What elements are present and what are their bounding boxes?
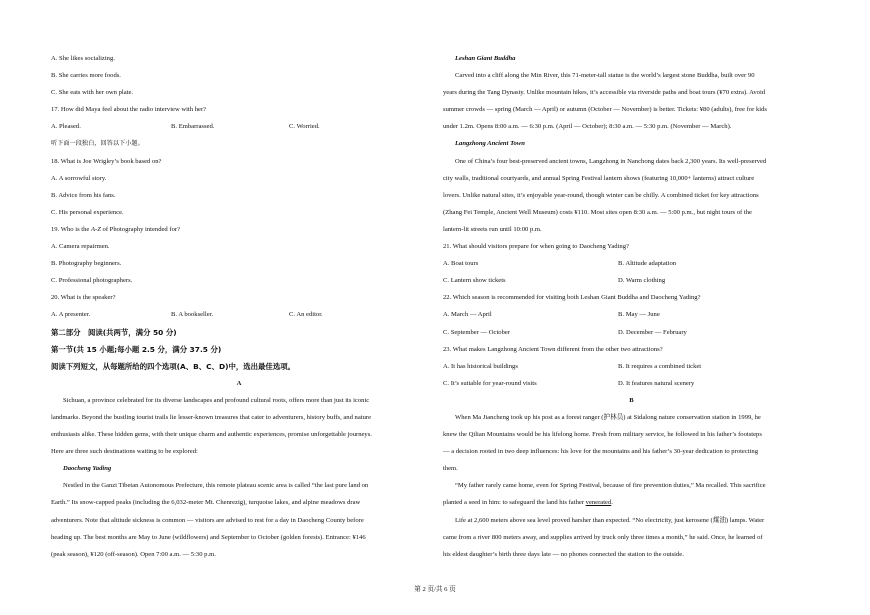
langzhong-line-1: One of China’s four best-preserved ancient towns, Langzhong in Nanchong dates back 2,300 years. Its well-preserved [455, 157, 767, 165]
q16-option-c: C. She eats with her own plate. [51, 89, 134, 97]
q23-options-ab [443, 358, 820, 375]
q22-option-b: B. May — June [618, 311, 660, 319]
intro-line-1: Sichuan, a province celebrated for its diverse landscapes and profound cultural roots, offers more than just its iconic [63, 396, 370, 404]
daocheng-line-4: heading up. The best months are May to June (wildflowers) and September to October (golden forests). Entrance: ¥146 [51, 533, 366, 541]
q19-option-c: C. Professional photographers. [51, 277, 133, 285]
q21-option-d: D. Warm clothing [618, 277, 666, 285]
q17-options [51, 118, 427, 135]
daocheng-line-5: (peak season), ¥120 (off-season). Open 7:00 a.m. — 5:30 p.m. [51, 550, 216, 558]
q16-option-b: B. She carries more foods. [51, 72, 121, 80]
q19-question [51, 221, 427, 238]
q20-option-a: A. A presenter. [51, 311, 91, 319]
q21-question: 21. What should visitors prepare for when going to Daocheng Yading? [443, 243, 629, 251]
listen-instruction: 听下面一段独白，回答以下小题。 [51, 140, 144, 148]
q20-question: 20. What is the speaker? [51, 294, 116, 302]
intro-line-4: Here are three such destinations waiting to be explored: [51, 448, 198, 456]
q23-option-d: D. It features natural scenery [618, 379, 695, 387]
b-para2-line-1: “My father rarely came home, even for Spring Festival, because of fire prevention duties,” Ma recalled. This sacrifice [455, 482, 766, 490]
b-para1-line-1: When Ma Jiancheng took up his post as a forest ranger (护林员) at Sidalong nature conservation station in 1999, he [455, 413, 761, 421]
q18-question: 18. What is Joe Wrigley’s book based on? [51, 157, 162, 165]
q17-option-a: A. Pleased. [51, 123, 81, 131]
q21-option-a: A. Boat tours [443, 260, 479, 268]
b-para3-line-2: came from a river 800 meters away, and supplies arrived by truck only three times a month,” he said. Once, he learned of [443, 533, 763, 541]
q19-suffix: of Photography intended for? [100, 225, 180, 233]
passage-b-label: B [629, 396, 634, 404]
langzhong-line-2: city walls, traditional courtyards, and annual Spring Festival lantern shows (featuring 10,000+ lanterns) attract culture [443, 174, 755, 182]
q18-option-c: C. His personal experience. [51, 208, 124, 216]
q22-option-a: A. March — April [443, 311, 492, 319]
leshan-title: Leshan Giant Buddha [455, 55, 516, 62]
b-para2-line-2 [443, 494, 820, 511]
q22-options-cd [443, 324, 820, 341]
right-column [443, 50, 820, 563]
page-footer: 第 2 页/共 6 页 [414, 586, 456, 593]
leshan-line-2: years during the Tang Dynasty. Unlike mountain hikes, it’s accessible via riverside paths and boat tours (¥70 extra). Avoid [443, 89, 766, 97]
daocheng-line-3: adventurers. Note that altitude sickness is common — visitors are advised to rest for a day in Daocheng County before [51, 516, 364, 524]
q21-option-b: B. Altitude adaptation [618, 260, 677, 268]
intro-line-2: landmarks. Beyond the bustling tourist trails lie lesser-known treasures that cater to adventurers, history buffs, and nature [51, 413, 372, 421]
q18-option-b: B. Advice from his fans. [51, 191, 116, 199]
q23-question: 23. What makes Langzhong Ancient Town different from the other two attractions? [443, 345, 663, 353]
section1-title: 第一节(共 15 小题;每小题 2.5 分，满分 37.5 分) [51, 344, 222, 354]
q21-options-cd [443, 272, 820, 289]
q22-option-d: D. December — February [618, 328, 687, 336]
q21-options-ab [443, 255, 820, 272]
b-para1-line-3: — a decision rooted in two deep influences: his love for the mountains and his father’s 30-year dedication to protecting [443, 448, 759, 456]
q22-option-c: C. September — October [443, 328, 511, 336]
q20-option-c: C. An editor. [289, 311, 323, 319]
langzhong-line-4: (Zhang Fei Temple, Ancient Well Museum) costs ¥110. Most sites open 8:30 a.m. — 5:00 p.m., but night tours of the [443, 208, 752, 216]
left-column [51, 50, 427, 563]
intro-line-3: enthusiasts alike. These hidden gems, with their unique charm and authentic experiences, promise unforgettable journeys. [51, 431, 372, 439]
b-para1-line-4: them. [443, 465, 458, 473]
langzhong-line-3: lovers. Unlike natural sites, it’s enjoyable year-round, though winter can be chilly. A combined ticket for key attractions [443, 191, 759, 199]
q22-question: 22. Which season is recommended for visiting both Leshan Giant Buddha and Daocheng Yading? [443, 294, 701, 302]
leshan-line-4: under 1.2m. Opens 8:00 a.m. — 6:30 p.m. (April — October); 8:30 a.m. — 5:30 p.m. (November — March). [443, 123, 732, 131]
q20-option-b: B. A bookseller. [171, 311, 214, 319]
langzhong-title: Langzhong Ancient Town [455, 140, 525, 148]
daocheng-title: Daocheng Yading [63, 465, 112, 473]
daocheng-line-1: Nestled in the Ganzi Tibetan Autonomous Prefecture, this remote plateau scenic area is called “the last pure land on [63, 482, 369, 490]
part2-title: 第二部分 阅读(共两节，满分 50 分) [51, 327, 177, 337]
q19-option-b: B. Photography beginners. [51, 260, 122, 268]
q19-title-italic: A-Z [91, 225, 101, 233]
q18-option-a: A. A sorrowful story. [51, 174, 107, 182]
q17-question: 17. How did Maya feel about the radio interview with her? [51, 106, 207, 114]
q19-prefix: 19. Who is the [51, 225, 91, 233]
q19-option-a: A. Camera repairmen. [51, 243, 110, 251]
b-para3-line-3: his eldest daughter’s birth three days late — no phones connected the station to the outside. [443, 550, 684, 558]
b-para2-suffix: . [611, 499, 613, 507]
reading-instruction: 阅读下列短文，从每题所给的四个选项(A、B、C、D)中，选出最佳选项。 [51, 361, 295, 371]
underlined-word-venerated: venerated [585, 499, 612, 507]
leshan-line-1: Carved into a cliff along the Min River, this 71-meter-tall statue is the world’s largest stone Buddha, built over 90 [455, 72, 755, 80]
daocheng-line-2: Earth.” Its snow-capped peaks (including the 6,032-meter Mt. Chenrezig), turquoise lakes, and alpine meadows draw [51, 499, 361, 507]
passage-a-label: A [236, 379, 242, 387]
b-para2-prefix: planted a seed in him: to safeguard the land his father [443, 499, 586, 507]
b-para3-line-1: Life at 2,600 meters above sea level proved harsher than expected. “No electricity, just kerosene (煤油) lamps. Water [455, 516, 765, 524]
q23-option-c: C. It’s suitable for year-round visits [443, 379, 537, 387]
q22-options-ab [443, 306, 820, 323]
leshan-line-3: summer crowds — spring (March — April) or autumn (October — November) is better. Tickets: ¥80 (adults), free for kids [443, 106, 767, 114]
q20-options [51, 306, 427, 323]
b-para1-line-2: knew the Qilian Mountains would be his lifelong home. Fresh from military service, he followed in his father’s footsteps [443, 431, 762, 439]
q23-option-a: A. It has historical buildings [443, 362, 518, 370]
q16-option-a: A. She likes socializing. [51, 55, 115, 62]
q23-options-cd [443, 375, 820, 392]
langzhong-line-5: lantern-lit streets run until 10:00 p.m. [443, 225, 542, 233]
q21-option-c: C. Lantern show tickets [443, 277, 506, 285]
q23-option-b: B. It requires a combined ticket [618, 362, 702, 370]
q17-option-c: C. Worried. [289, 123, 320, 131]
q17-option-b: B. Embarrassed. [171, 123, 215, 131]
